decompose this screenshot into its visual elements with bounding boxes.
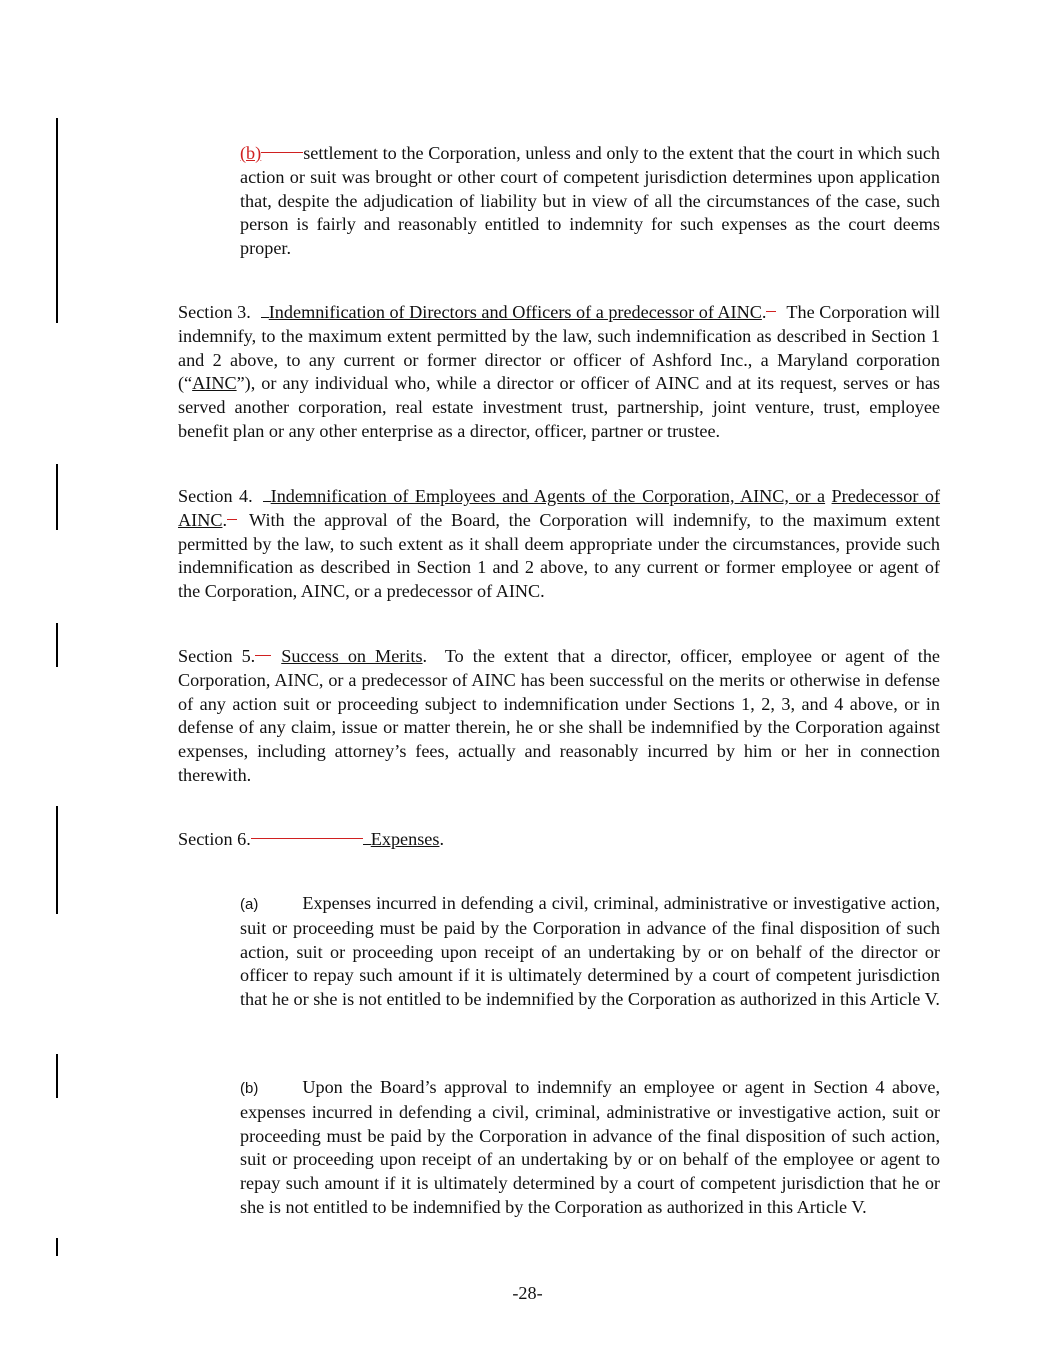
section-text: The bbox=[786, 302, 815, 322]
subsection-text: Expenses incurred in defending a civil, criminal, administrative or investigative action, suit or proceeding must be paid by the Corporation in advance of the final disposition of such action, suit or proceeding upon receipt of an undertaking by or on behalf of the director or officer to repay such amount if it is ultimately determined by a court of competent jurisdiction that he or she is not entitled to be indemnified by the Corporation as authorized in this Article V. bbox=[240, 893, 940, 1010]
change-bar bbox=[56, 1238, 58, 1256]
section-label: Section 3. bbox=[178, 302, 251, 322]
subsection-text: Upon the Board’s approval to indemnify an employee or agent in Section 4 above, expenses incurred in defending a civil, criminal, administrative or investigative action, suit or proceeding must be paid by the Corporation in advance of the final disposition of such action, suit or proceeding upon receipt of an undertaking by or on behalf of the employee or agent to repay such amount if it is ultimately determined by a court of competent jurisdiction that he or she is not entitled to be indemnified by the Corporation as authorized in this Article V. bbox=[240, 1077, 940, 1217]
page-number: -28- bbox=[512, 1283, 543, 1303]
change-bar bbox=[56, 1054, 58, 1098]
underline-spacer bbox=[263, 501, 271, 502]
redline-insertion bbox=[227, 519, 237, 520]
section-heading: Indemnification of Directors and Officers of a predecessor of AINC bbox=[268, 302, 762, 322]
section-text: To the extent that a director, officer, employee or agent of the Corporation, AINC, or a predecessor of AINC has been successful on the merits or otherwise in defense of any action suit or proceeding subject to indemnification under Sections 1, 2, 3, and 4 above, or in defense of any claim, issue or matter therein, he or she shall be indemnified by the Corporation against expenses, including attorney’s fees, actually and reasonably incurred by him or her in connection therewith. bbox=[178, 646, 940, 785]
subsection-label-a: (a) bbox=[240, 896, 259, 913]
defined-term-ainc: AINC bbox=[192, 373, 237, 394]
section-heading: Expenses bbox=[370, 829, 440, 849]
underline-spacer bbox=[363, 844, 371, 845]
change-bar bbox=[56, 464, 58, 530]
change-bar bbox=[56, 118, 58, 323]
section-heading-cont: Predecessor of AINC bbox=[178, 486, 941, 530]
section-text: With the approval of the Board, the Corporation will indemnify, to the maximum extent permitted by the law, to such extent as it shall deem appropriate under the circumstances, provide such indemnification as described in Section 1 and 2 above, to any current or former employee or agent of the Corporation, AINC, or a predecessor of AINC. bbox=[178, 509, 940, 602]
subsection-label-b: (b) bbox=[240, 1080, 259, 1097]
section-label: Section 6. bbox=[178, 829, 251, 849]
change-bar bbox=[56, 623, 58, 667]
section-heading: Success on Merits bbox=[281, 646, 423, 666]
redline-deletion bbox=[251, 838, 363, 839]
section-label: Section 5. bbox=[178, 646, 256, 666]
underline-spacer bbox=[261, 317, 269, 318]
change-bar bbox=[56, 806, 58, 914]
section-6-subsection-a bbox=[116, 892, 940, 1012]
section-3: Section 3. Indemnification of Directors and Officers of a predecessor of AINC. The Corporation will indemnify, to the maximum extent permitted by the law, such indemnification as described in Section 1 and 2 above, to any current or former director or officer of Ashford Inc., a Maryland corporation (“AINC”), or any individual who, while a director or officer of AINC and at its request, serves or has served another corporation, real estate investment trust, partnership, joint venture, trust, employee benefit plan or any other enterprise as a director, officer, partner or trustee. bbox=[178, 302, 941, 441]
section-text: Corporation will indemnify, to the maximum extent permitted by the law, such indemnification as described in Section 1 and 2 above, to any current or former director or officer of Ashford Inc., a Maryland corporation (“ bbox=[178, 302, 941, 394]
paragraph-b-settlement bbox=[116, 142, 940, 261]
paragraph-text: settlement to the Corporation, unless and only to the extent that the court in which such action or suit was brought or other court of competent jurisdiction determines upon application that, despite the adjudication of liability but in view of all the circumstances of the case, such person is fairly and reasonably entitled to indemnity for such expenses as the court deems proper. bbox=[240, 143, 940, 259]
section-label: Section 4. bbox=[178, 486, 253, 506]
section-text: ”), or any individual who, while a director or officer of AINC and at its request, serves or has served another corporation, real estate investment trust, partnership, joint venture, trust, employee benefit plan or any other enterprise as a director, officer, partner or trustee. bbox=[178, 373, 940, 441]
redline-deletion bbox=[255, 655, 271, 656]
section-heading: Indemnification of Employees and Agents of the Corporation, AINC, or a bbox=[270, 486, 826, 506]
section-6-subsection-b bbox=[116, 1076, 940, 1220]
section-6: Section 6. Expenses. bbox=[178, 829, 444, 849]
subsection-label-b: (b) bbox=[240, 143, 262, 163]
section-4: Section 4. Indemnification of Employees and Agents of the Corporation, AINC, or a Predecessor of AINC. With the approval of the Board, the Corporation will indemnify, to the maximum extent permitted by the law, to such extent as it shall deem appropriate under the circumstances, provide such indemnification as described in Section 1 and 2 above, to any current or former employee or agent of the Corporation, AINC, or a predecessor of AINC. bbox=[178, 486, 941, 602]
redline-deletion bbox=[261, 152, 303, 153]
redline-insertion bbox=[766, 311, 776, 312]
section-5: Section 5. Success on Merits. To the extent that a director, officer, employee or agent of the Corporation, AINC, or a predecessor of AINC has been successful on the merits or otherwise in defense of any action suit or proceeding subject to indemnification under Sections 1, 2, 3, and 4 above, or in defense of any claim, issue or matter therein, he or she shall be indemnified by the Corporation against expenses, including attorney’s fees, actually and reasonably incurred by him or her in connection therewith. bbox=[178, 646, 940, 785]
